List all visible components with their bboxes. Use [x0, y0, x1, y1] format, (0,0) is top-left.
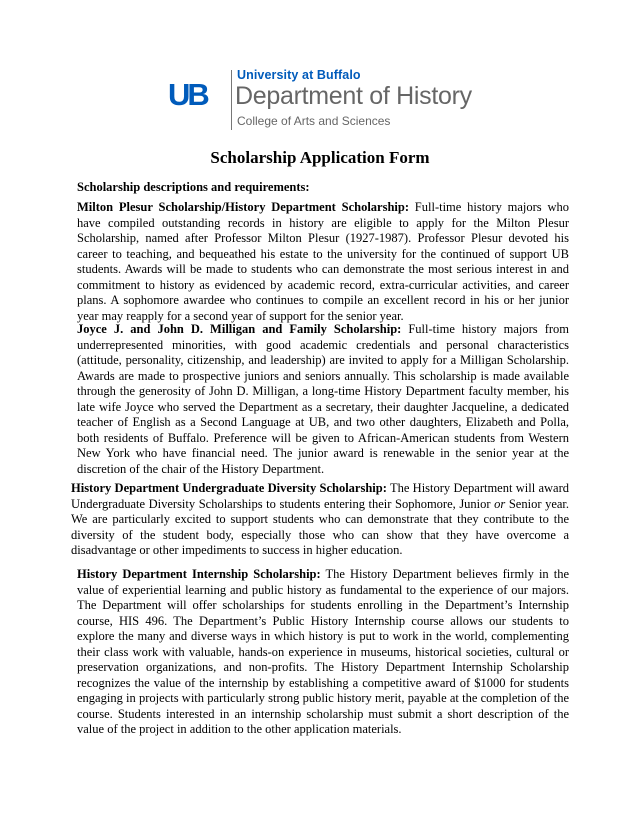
- ub-logo-icon: [168, 78, 224, 108]
- scholarship-name: History Department Undergraduate Diversity Scholarship:: [71, 481, 387, 495]
- scholarship-name: History Department Internship Scholarship:: [77, 567, 321, 581]
- scholarship-description-emphasis: or: [494, 496, 506, 511]
- ub-logo-letters: UB: [168, 78, 207, 108]
- scholarship-description: Full-time history majors from underrepresented minorities, with good academic credentials and personal characteristics (attitude, personality, citizenship, and leadership) are invited to apply for a Milligan Scholarship. Awards are made to prospective juniors and seniors annually. This scholarship is made available through the generosity of John D. Milligan, a long-time History Department faculty member, his late wife Joyce who served the Department as a secretary, their daughter Jacqueline, a dedicated teacher of English as a Second Language at UB, and two other daughters, Elizabeth and Polla, both residents of Buffalo. Preference will be given to African-American students from Western New York who have financial need. The junior award is renewable in the senior year at the discretion of the chair of the History Department.: [77, 322, 569, 476]
- form-title: Scholarship Application Form: [210, 148, 430, 167]
- scholarship-description: The History Department believes firmly in the value of experiential learning and public history as fundamental to the experience of our majors. The Department will offer scholarships for students enrolling in the Department’s Internship course, HIS 496. The Department’s Public History Internship course allows our students to explore the many and diverse ways in which history is put to work in the world, complementing their class work with valuable, hands-on experience in museums, historical societies, cultural or preservation organizations, and non-profits. The History Department Internship Scholarship recognizes the value of the internship by establishing a competitive award of $1000 for students engaging in projects with particularly strong public history merit, payable at the completion of the course. Students interested in an internship scholarship must submit a short description of the value of the project in addition to the other application materials.: [77, 567, 570, 736]
- ub-logo: [168, 78, 224, 113]
- header-divider: [231, 70, 232, 130]
- scholarship-description-part2: Senior year. We are particularly excited to support students who can demonstrate that they contribute to the diversity of the student body, especially those who can show that they have overcome a disadvantage or other impediments to success in higher education.: [71, 496, 570, 557]
- letterhead: [168, 68, 488, 132]
- scholarship-description-part1: The History Department will award Undergraduate Diversity Scholarships to students entering their Sophomore, Junior: [71, 481, 570, 511]
- scholarship-milligan: [77, 322, 569, 477]
- university-name: University at Buffalo: [237, 68, 361, 82]
- scholarship-name: Milton Plesur Scholarship/History Department Scholarship:: [77, 200, 409, 214]
- scholarship-name: Joyce J. and John D. Milligan and Family Scholarship:: [77, 322, 402, 336]
- section-heading: Scholarship descriptions and requirements:: [77, 180, 310, 194]
- department-name: Department of History: [235, 82, 472, 110]
- scholarship-milton-plesur: [77, 200, 569, 324]
- scholarship-diversity: [71, 481, 569, 559]
- scholarship-description: Full-time history majors who have compiled outstanding records in history are eligible to apply for the Milton Plesur Scholarship, named after Professor Milton Plesur (1927-1987). Professor Plesur devoted his career to teaching, and bequeathed his estate to the university for the continued of support UB students. Awards will be made to students who can demonstrate the most serious interest in and commitment to history as evidenced by academic record, extra-curricular activities, and career plans. A sophomore awardee who continues to compile an excellent record in his or her junior year may reapply for a second year of support for the senior year.: [77, 200, 569, 323]
- scholarship-internship: [77, 567, 569, 738]
- college-name: College of Arts and Sciences: [237, 114, 391, 128]
